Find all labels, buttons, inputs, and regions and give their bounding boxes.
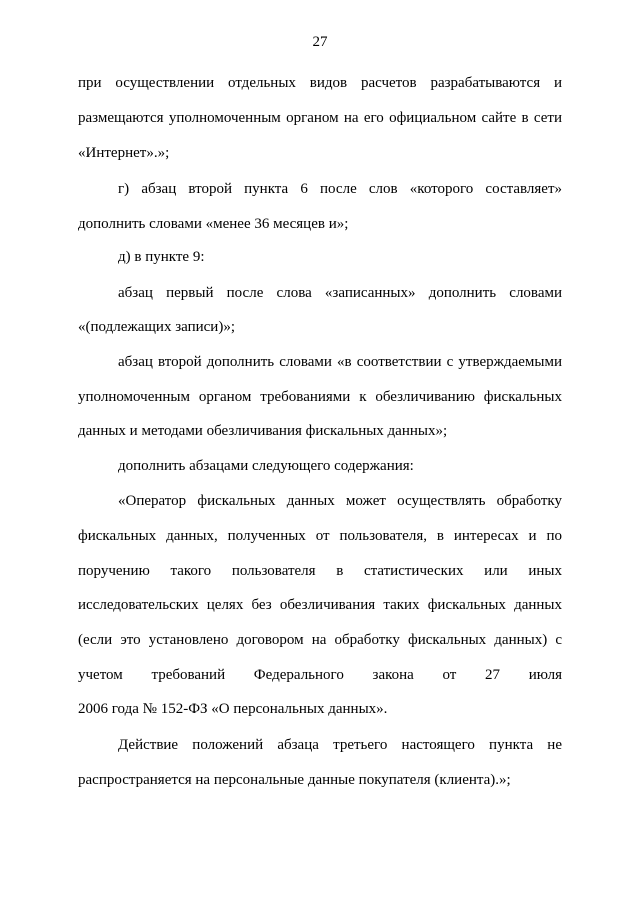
- text-line: данных и методами обезличивания фискальных данных»;: [78, 423, 448, 439]
- text-line: Действие положений абзаца третьего настоящего пункта не: [118, 737, 562, 753]
- text-line: размещаются уполномоченным органом на его официальном сайте в сети: [78, 110, 562, 126]
- text-line: «Интернет».»;: [78, 145, 170, 161]
- text-line: 2006 года № 152-ФЗ «О персональных данных».: [78, 701, 388, 717]
- text-line: г) абзац второй пункта 6 после слов «которого составляет»: [118, 181, 562, 197]
- text-line: д) в пункте 9:: [118, 249, 205, 265]
- text-line: фискальных данных, полученных от пользователя, в интересах и по: [78, 528, 562, 544]
- text-line: исследовательских целях без обезличивания таких фискальных данных: [78, 597, 562, 613]
- text-line: учетом требований Федерального закона от 27 июля: [78, 667, 562, 683]
- text-line: распространяется на персональные данные покупателя (клиента).»;: [78, 772, 511, 788]
- text-line: «Оператор фискальных данных может осуществлять обработку: [118, 493, 562, 509]
- text-line: «(подлежащих записи)»;: [78, 319, 236, 335]
- text-line: абзац второй дополнить словами «в соответствии с утверждаемыми: [118, 354, 562, 370]
- text-line: (если это установлено договором на обработку фискальных данных) с: [78, 632, 562, 648]
- text-line: поручению такого пользователя в статистических или иных: [78, 563, 562, 579]
- text-line: при осуществлении отдельных видов расчетов разрабатываются и: [78, 75, 562, 91]
- text-line: дополнить абзацами следующего содержания:: [118, 458, 414, 474]
- text-line: дополнить словами «менее 36 месяцев и»;: [78, 216, 349, 232]
- text-line: абзац первый после слова «записанных» дополнить словами: [118, 285, 562, 301]
- text-line: уполномоченным органом требованиями к обезличиванию фискальных: [78, 389, 562, 405]
- page-number: 27: [312, 34, 328, 50]
